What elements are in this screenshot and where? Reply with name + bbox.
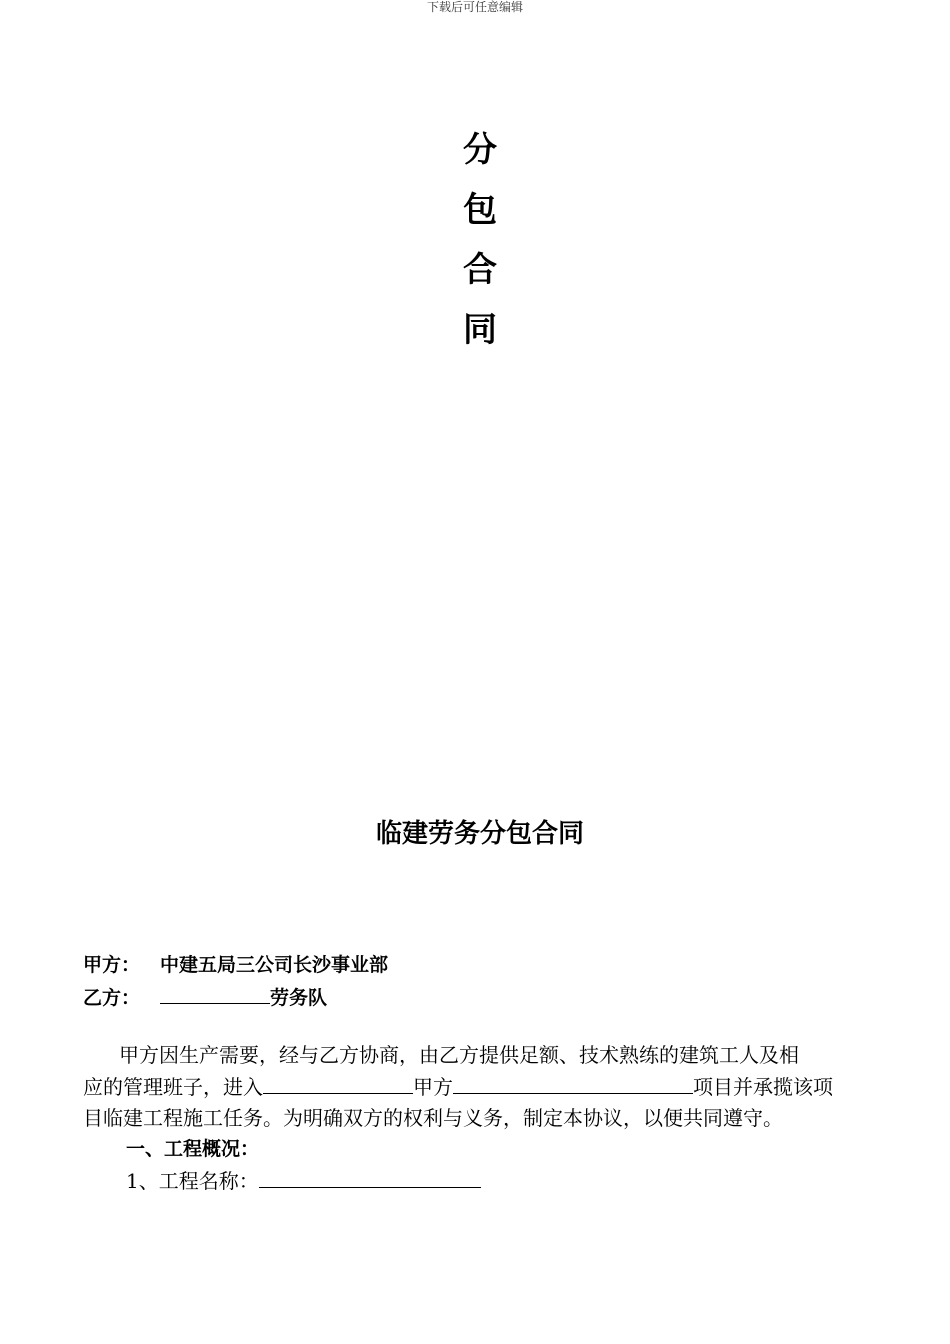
cover-title — [440, 124, 520, 364]
party-a-line — [83, 950, 388, 980]
party-b-suffix: 劳务队 — [270, 987, 328, 1009]
project-name-item — [126, 1165, 481, 1197]
intro-text: 应的管理班子，进入 — [83, 1075, 263, 1099]
cover-title-char: 同 — [463, 310, 497, 350]
intro-text: 项目并承揽该项 — [693, 1075, 833, 1099]
intro-line: 甲方因生产需要，经与乙方协商，由乙方提供足额、技术熟练的建筑工人及相 — [119, 1043, 799, 1067]
intro-paragraph — [83, 1040, 883, 1134]
party-a-value: 中建五局三公司长沙事业部 — [160, 954, 389, 976]
intro-line: 目临建工程施工任务。为明确双方的权利与义务，制定本协议，以便共同遵守。 — [83, 1106, 783, 1130]
project-name-label: 1、工程名称： — [126, 1169, 259, 1193]
intro-line — [83, 1071, 883, 1103]
party-a-label: 甲方： — [83, 954, 141, 976]
section-heading: 一、工程概况： — [126, 1138, 260, 1160]
cover-title-char: 分 — [463, 130, 497, 170]
party-b-label: 乙方： — [83, 987, 141, 1009]
intro-text: 甲方 — [413, 1075, 453, 1099]
cover-title-char: 合 — [463, 250, 497, 290]
cover-title-char: 包 — [463, 190, 497, 230]
document-title: 临建劳务分包合同 — [375, 819, 584, 849]
party-b-line — [83, 981, 327, 1013]
project-blank[interactable] — [263, 1071, 413, 1094]
header-note: 下载后可任意编辑 — [426, 0, 523, 14]
project-name-blank[interactable] — [453, 1071, 693, 1094]
project-name-field-blank[interactable] — [259, 1165, 481, 1188]
party-b-blank[interactable] — [160, 981, 270, 1004]
